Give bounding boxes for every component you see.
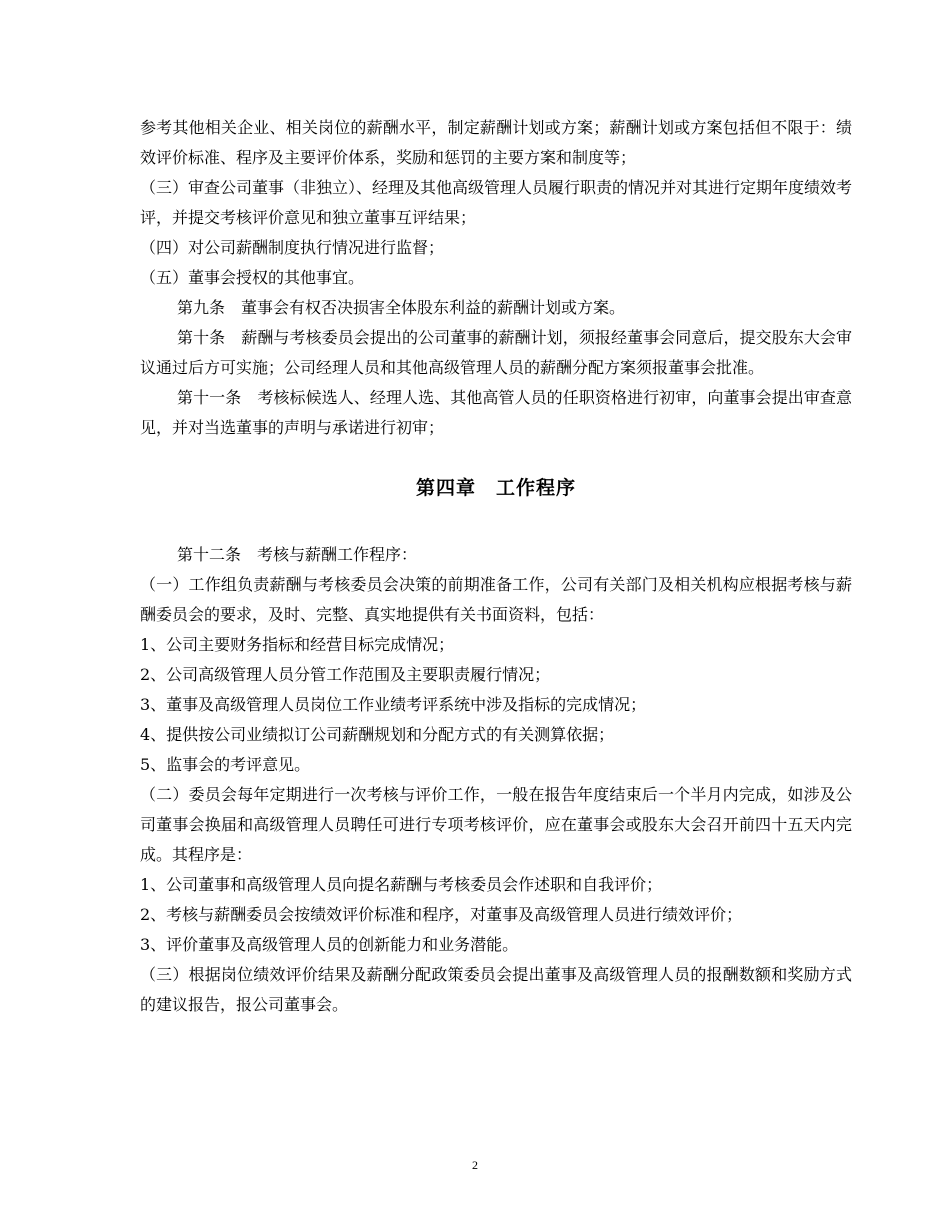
paragraph: 第十条 薪酬与考核委员会提出的公司董事的薪酬计划，须报经董事会同意后，提交股东大会审议通过后方可实施；公司经理人员和其他高级管理人员的薪酬分配方案须报董事会批准。: [140, 328, 852, 377]
paragraph: 第十一条 考核标候选人、经理人选、其他高管人员的任职资格进行初审，向董事会提出审查意见，并对当选董事的声明与承诺进行初审；: [140, 388, 852, 437]
paragraph: （三）根据岗位绩效评价结果及薪酬分配政策委员会提出董事及高级管理人员的报酬数额和奖励方式的建议报告，报公司董事会。: [140, 965, 852, 1014]
paragraph: 参考其他相关企业、相关岗位的薪酬水平，制定薪酬计划或方案；薪酬计划或方案包括但不限于：绩效评价标准、程序及主要评价体系，奖励和惩罚的主要方案和制度等；: [140, 118, 852, 167]
paragraph: 1、公司主要财务指标和经营目标完成情况；: [140, 635, 455, 654]
paragraph: 2、公司高级管理人员分管工作范围及主要职责履行情况；: [140, 665, 551, 684]
paragraph: 1、公司董事和高级管理人员向提名薪酬与考核委员会作述职和自我评价；: [140, 875, 663, 894]
paragraph: 3、董事及高级管理人员岗位工作业绩考评系统中涉及指标的完成情况；: [140, 695, 647, 714]
page-number: 2: [472, 1158, 478, 1172]
paragraphs-before-chapter: [140, 113, 852, 443]
paragraph: （一）工作组负责薪酬与考核委员会决策的前期准备工作，公司有关部门及相关机构应根据考核与薪酬委员会的要求，及时、完整、真实地提供有关书面资料，包括：: [140, 575, 852, 624]
paragraph: 第九条 董事会有权否决损害全体股东利益的薪酬计划或方案。: [177, 298, 626, 317]
paragraph: （三）审查公司董事（非独立）、经理及其他高级管理人员履行职责的情况并对其进行定期年度绩效考评，并提交考核评价意见和独立董事互评结果；: [140, 178, 853, 227]
paragraph: 2、考核与薪酬委员会按绩效评价标准和程序，对董事及高级管理人员进行绩效评价；: [140, 905, 743, 924]
document-body: [140, 113, 852, 1020]
paragraph: 4、提供按公司业绩拟订公司薪酬规划和分配方式的有关测算依据；: [140, 725, 615, 744]
paragraph: （五）董事会授权的其他事宜。: [140, 268, 365, 287]
paragraph: （二）委员会每年定期进行一次考核与评价工作，一般在报告年度结束后一个半月内完成，如涉及公司董事会换届和高级管理人员聘任可进行专项考核评价，应在董事会或股东大会召开前四十五天内完成。其程序是：: [140, 785, 852, 864]
chapter-title: 第四章 工作程序: [415, 477, 576, 499]
paragraph: （四）对公司薪酬制度执行情况进行监督；: [140, 238, 445, 257]
paragraph: 5、监事会的考评意见。: [140, 755, 311, 774]
paragraphs-after-chapter: [140, 540, 852, 1020]
paragraph: 3、评价董事及高级管理人员的创新能力和业务潜能。: [140, 935, 519, 954]
paragraph: 第十二条 考核与薪酬工作程序：: [177, 545, 418, 564]
